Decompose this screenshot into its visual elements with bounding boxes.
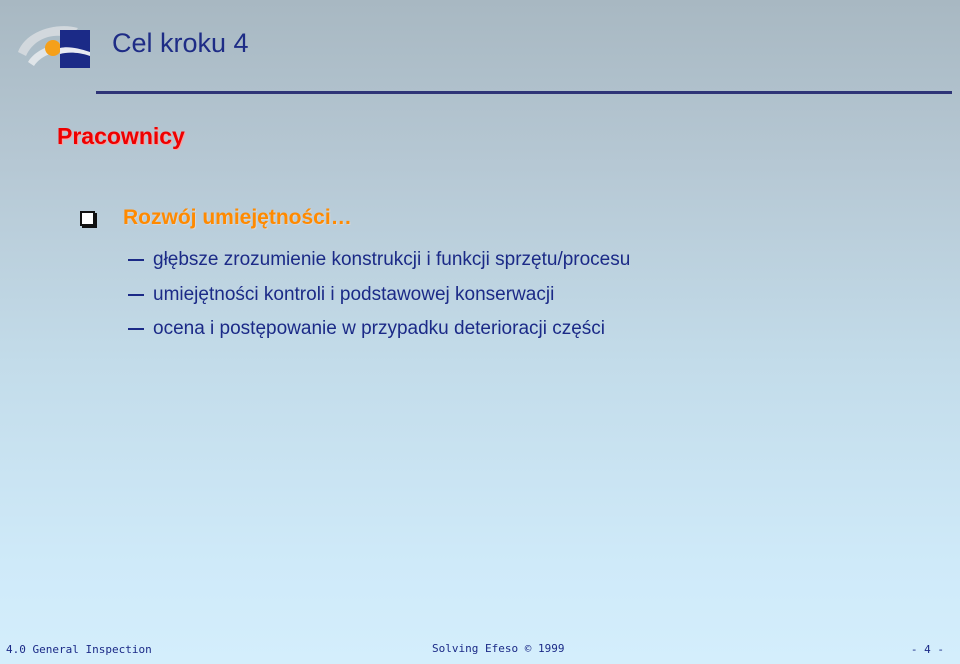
slide-title: Cel kroku 4 [112,28,249,58]
checkbox-bullet-icon [80,211,95,226]
subitem-text: umiejętności kontroli i podstawowej konserwacji [153,283,555,305]
footer-page-number: - 4 - [910,643,944,656]
dash-bullet-icon [128,328,144,330]
section-heading: Pracownicy [57,123,185,149]
dash-bullet-icon [128,259,144,261]
list-item [128,243,630,278]
bullet-label: Rozwój umiejętności… [123,206,352,229]
title-divider [96,91,952,94]
company-logo [12,22,92,70]
dash-bullet-icon [128,294,144,296]
list-item [128,312,630,347]
bullet-item [80,206,352,230]
subitem-text: ocena i postępowanie w przypadku deterioracji części [153,318,606,340]
list-item [128,278,630,313]
subitem-list [128,243,630,347]
footer-copyright: Solving Efeso © 1999 [432,642,565,655]
subitem-text: głębsze zrozumienie konstrukcji i funkcji sprzętu/procesu [153,249,631,271]
footer-section-label: 4.0 General Inspection [6,643,152,656]
